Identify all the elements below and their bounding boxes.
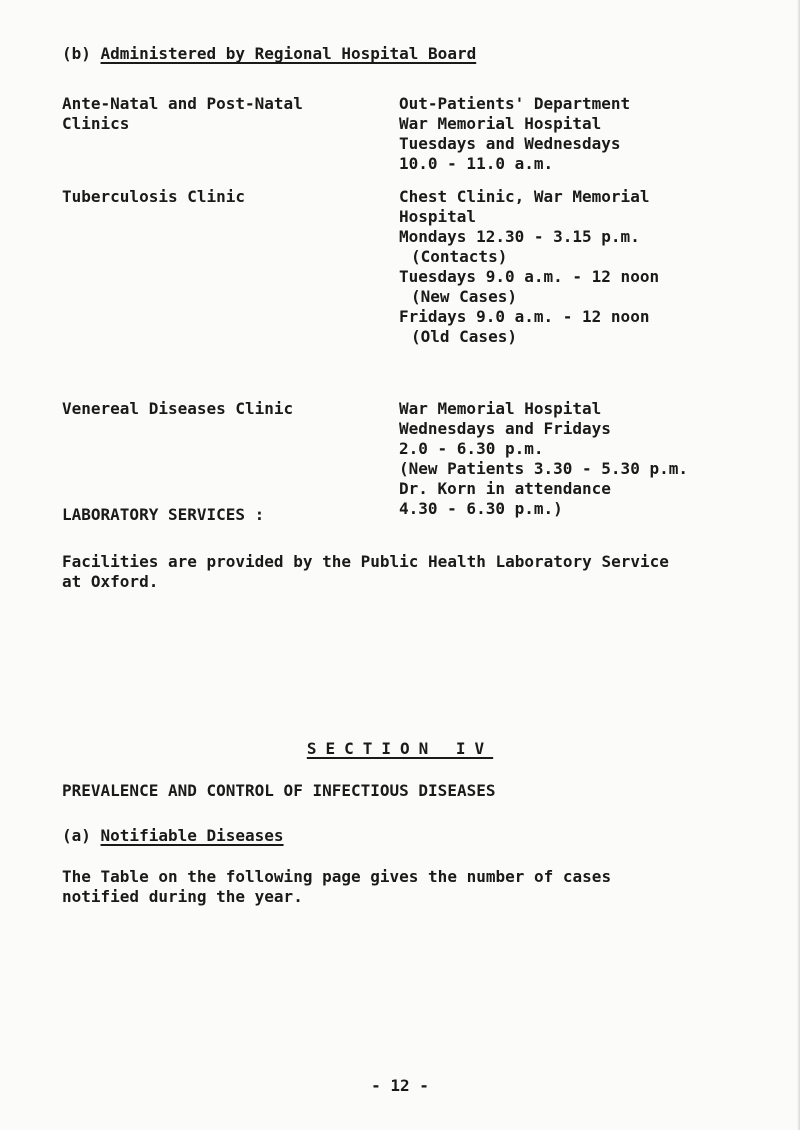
heading-b-prefix: (b) bbox=[62, 44, 101, 63]
clinic-detail-line: Hospital bbox=[399, 207, 477, 226]
clinic-name-tuberculosis bbox=[62, 187, 245, 207]
clinic-name-line: Venereal Diseases Clinic bbox=[62, 399, 294, 418]
notifiable-text bbox=[62, 867, 611, 907]
section-title-wrap bbox=[0, 739, 800, 759]
laboratory-text-line: at Oxford. bbox=[62, 572, 159, 591]
clinic-detail-line: Fridays 9.0 a.m. - 12 noon bbox=[399, 307, 650, 326]
clinic-detail-line: Tuesdays 9.0 a.m. - 12 noon bbox=[399, 267, 660, 286]
heading-b-title: Administered by Regional Hospital Board bbox=[100, 44, 477, 63]
heading-a bbox=[62, 826, 284, 846]
clinic-detail-line: 10.0 - 11.0 a.m. bbox=[399, 154, 554, 173]
clinic-detail-line: (New Cases) bbox=[411, 287, 517, 306]
clinic-detail-line: 4.30 - 6.30 p.m.) bbox=[399, 499, 563, 518]
notifiable-text-line: The Table on the following page gives the number of cases bbox=[62, 867, 612, 886]
clinic-detail-line: 2.0 - 6.30 p.m. bbox=[399, 439, 544, 458]
laboratory-heading: LABORATORY SERVICES : bbox=[62, 505, 265, 524]
clinic-detail-line: War Memorial Hospital bbox=[399, 399, 602, 418]
heading-a-prefix: (a) bbox=[62, 826, 101, 845]
section-subtitle: PREVALENCE AND CONTROL OF INFECTIOUS DISEASES bbox=[62, 781, 496, 800]
clinic-detail-line: (Contacts) bbox=[411, 247, 508, 266]
clinic-name-line: Ante-Natal and Post-Natal bbox=[62, 94, 303, 113]
clinic-name-line: Tuberculosis Clinic bbox=[62, 187, 246, 206]
laboratory-text-line: Facilities are provided by the Public Health Laboratory Service bbox=[62, 552, 669, 571]
clinic-details-venereal bbox=[399, 399, 688, 519]
clinic-detail-line: (Old Cases) bbox=[411, 327, 517, 346]
clinic-detail-line: (New Patients 3.30 - 5.30 p.m. bbox=[399, 459, 688, 478]
clinic-detail-line: War Memorial Hospital bbox=[399, 114, 602, 133]
clinic-detail-line: Wednesdays and Fridays bbox=[399, 419, 611, 438]
clinic-name-venereal bbox=[62, 399, 293, 419]
clinic-detail-line: Mondays 12.30 - 3.15 p.m. bbox=[399, 227, 640, 246]
clinic-detail-line: Out-Patients' Department bbox=[399, 94, 631, 113]
heading-b bbox=[62, 44, 476, 64]
clinic-name-line: Clinics bbox=[62, 114, 130, 133]
section-title: SECTION IV bbox=[306, 739, 494, 758]
clinic-details-antenatal bbox=[399, 94, 630, 174]
clinic-name-antenatal bbox=[62, 94, 303, 134]
clinic-details-tuberculosis bbox=[399, 187, 659, 347]
page-number: - 12 - bbox=[371, 1076, 429, 1095]
notifiable-text-line: notified during the year. bbox=[62, 887, 303, 906]
clinic-detail-line: Dr. Korn in attendance bbox=[399, 479, 611, 498]
clinic-detail-line: Chest Clinic, War Memorial bbox=[399, 187, 650, 206]
clinic-detail-line: Tuesdays and Wednesdays bbox=[399, 134, 621, 153]
heading-a-title: Notifiable Diseases bbox=[100, 826, 284, 845]
laboratory-text bbox=[62, 552, 669, 592]
